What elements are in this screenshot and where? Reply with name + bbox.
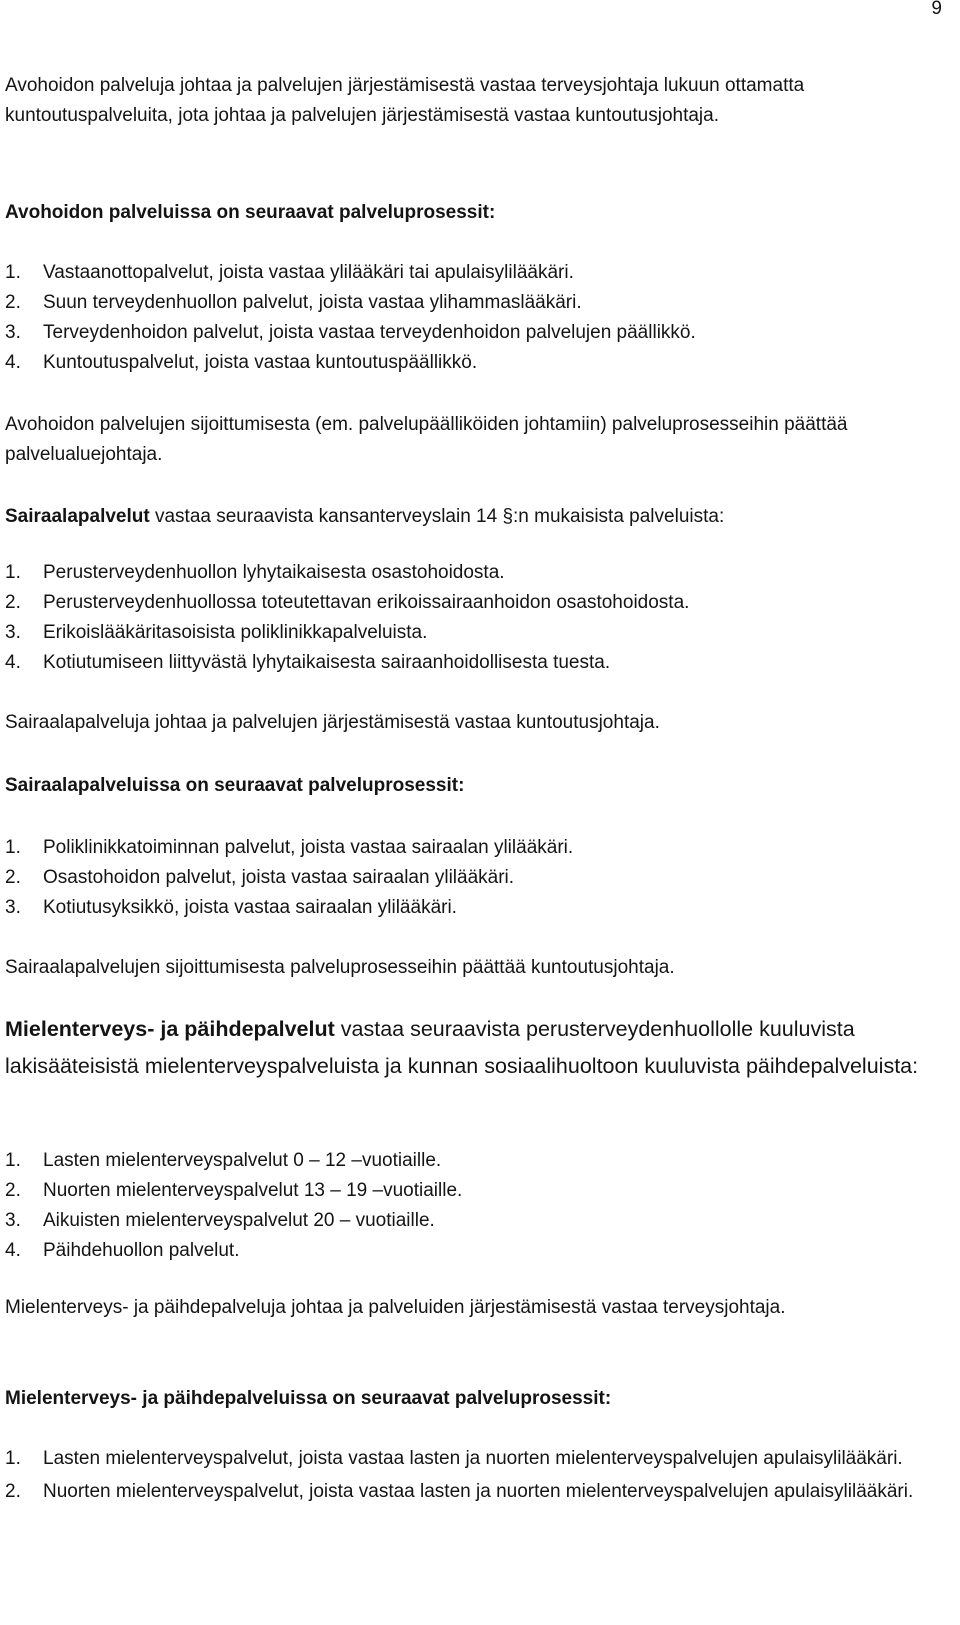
list-mielenterveys-processes xyxy=(5,1444,950,1507)
page-number: 9 xyxy=(931,0,942,19)
paragraph-sairaala-intro: Sairaalapalvelut vastaa seuraavista kansanterveyslain 14 §:n mukaisista palveluista: xyxy=(5,506,725,527)
list-item: 1. Poliklinikkatoiminnan palvelut, joista vastaa sairaalan ylilääkäri. xyxy=(5,837,574,858)
heading-sairaala-processes: Sairaalapalveluissa on seuraavat palveluprosessit: xyxy=(5,775,465,796)
list-item: 1. Lasten mielenterveyspalvelut 0 – 12 –vuotiaille. xyxy=(5,1150,442,1171)
list-item: 4. Päihdehuollon palvelut. xyxy=(5,1240,240,1261)
heading-avohoito-processes: Avohoidon palveluissa on seuraavat palveluprosessit: xyxy=(5,202,496,223)
list-item: 2. Osastohoidon palvelut, joista vastaa sairaalan ylilääkäri. xyxy=(5,867,515,888)
list-item: 1. Lasten mielenterveyspalvelut, joista vastaa lasten ja nuorten mielenterveyspalvelujen apulaisylilääkäri. xyxy=(5,1448,903,1469)
list-item: 2. Nuorten mielenterveyspalvelut 13 – 19 –vuotiaille. xyxy=(5,1180,463,1201)
list-avohoito-processes xyxy=(5,258,950,378)
paragraph-avohoito-leadership: Avohoidon palveluja johtaa ja palvelujen järjestämisestä vastaa terveysjohtaja lukuun ottamatta kuntoutuspalveluita, jota johtaa ja palvelujen järjestämisestä vastaa kuntoutusjohtaja. xyxy=(5,75,805,126)
paragraph-avohoito-placement: Avohoidon palvelujen sijoittumisesta (em. palvelupäälliköiden johtamiin) palveluprosesseihin päättää palvelualuejohtaja. xyxy=(5,414,848,465)
paragraph-sairaala-leadership: Sairaalapalveluja johtaa ja palvelujen järjestämisestä vastaa kuntoutusjohtaja. xyxy=(5,712,660,733)
list-sairaala-processes xyxy=(5,833,950,923)
list-item: 3. Aikuisten mielenterveyspalvelut 20 – vuotiaille. xyxy=(5,1210,435,1231)
list-item: 1. Perusterveydenhuollon lyhytaikaisesta osastohoidosta. xyxy=(5,562,505,583)
list-item: 2. Suun terveydenhuollon palvelut, joista vastaa ylihammaslääkäri. xyxy=(5,292,582,313)
heading-mielenterveys-processes: Mielenterveys- ja päihdepalveluissa on seuraavat palveluprosessit: xyxy=(5,1388,612,1409)
list-item: 1. Vastaanottopalvelut, joista vastaa ylilääkäri tai apulaisylilääkäri. xyxy=(5,262,574,283)
list-item: 3. Terveydenhoidon palvelut, joista vastaa terveydenhoidon palvelujen päällikkö. xyxy=(5,322,696,343)
list-item: 2. Nuorten mielenterveyspalvelut, joista vastaa lasten ja nuorten mielenterveyspalvelujen apulaisylilääkäri. xyxy=(5,1481,914,1502)
list-item: 4. Kotiutumiseen liittyvästä lyhytaikaisesta sairaanhoidollisesta tuesta. xyxy=(5,652,611,673)
list-item: 3. Erikoislääkäritasoisista poliklinikkapalveluista. xyxy=(5,622,428,643)
list-item: 2. Perusterveydenhuollossa toteutettavan erikoissairaanhoidon osastohoidosta. xyxy=(5,592,690,613)
list-sairaala-services xyxy=(5,558,950,678)
paragraph-mielenterveys-leadership: Mielenterveys- ja päihdepalveluja johtaa ja palveluiden järjestämisestä vastaa terveysjohtaja. xyxy=(5,1297,786,1318)
list-item: 4. Kuntoutuspalvelut, joista vastaa kuntoutuspäällikkö. xyxy=(5,352,478,373)
paragraph-mielenterveys-intro: Mielenterveys- ja päihdepalvelut vastaa seuraavista perusterveydenhuollolle kuuluvista lakisääteisistä mielenterveyspalveluista ja kunnan sosiaalihuoltoon kuuluvista päihdepalveluista: xyxy=(5,1017,919,1078)
list-item: 3. Kotiutusyksikkö, joista vastaa sairaalan ylilääkäri. xyxy=(5,897,457,918)
paragraph-sairaala-placement: Sairaalapalvelujen sijoittumisesta palveluprosesseihin päättää kuntoutusjohtaja. xyxy=(5,957,675,978)
list-mielenterveys-services xyxy=(5,1146,950,1266)
